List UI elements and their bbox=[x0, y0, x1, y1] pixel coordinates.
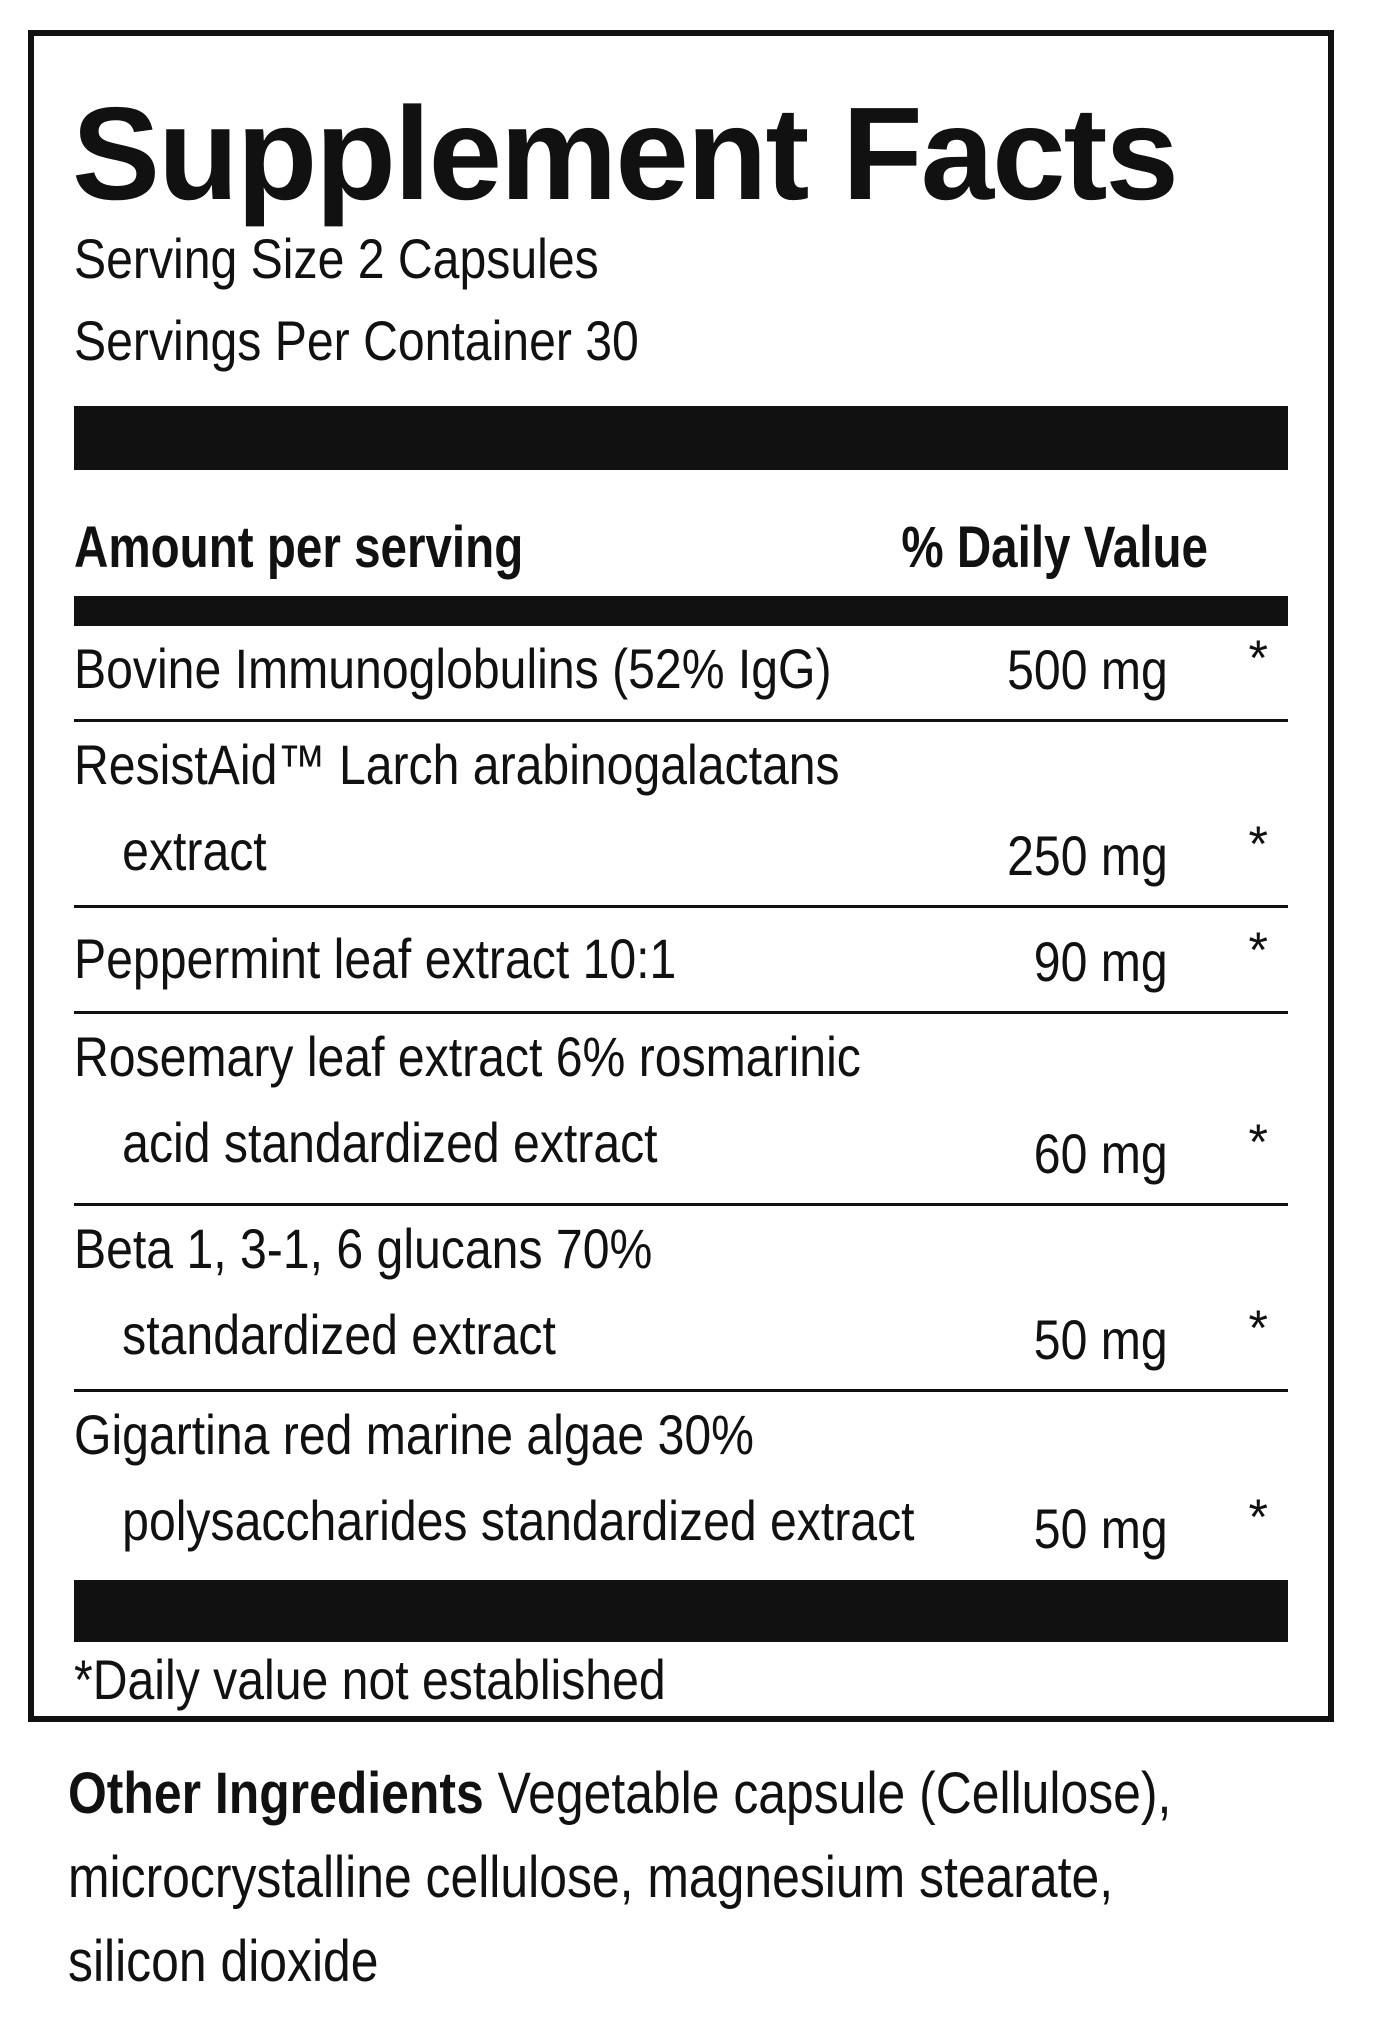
ingredient-name-line1: Peppermint leaf extract 10:1 bbox=[74, 927, 677, 990]
daily-value-footnote: *Daily value not established bbox=[74, 1648, 666, 1711]
other-ingredients bbox=[68, 1752, 1272, 2004]
other-ingredients-line1: Vegetable capsule (Cellulose), bbox=[497, 1761, 1172, 1826]
ingredient-name bbox=[74, 722, 840, 894]
ingredient-amount: 50 mg bbox=[1034, 1497, 1168, 1560]
ingredient-name bbox=[74, 1206, 652, 1378]
column-header-row bbox=[74, 508, 1288, 588]
thick-divider-bottom bbox=[74, 1580, 1288, 1642]
ingredient-name bbox=[74, 1014, 861, 1186]
ingredient-name-line1: Bovine Immunoglobulins (52% IgG) bbox=[74, 637, 832, 700]
daily-value-header: % Daily Value bbox=[901, 515, 1208, 580]
serving-size: Serving Size 2 Capsules bbox=[74, 227, 599, 290]
daily-value-marker: * bbox=[1248, 922, 1268, 978]
ingredient-name-line2: polysaccharides standardized extract bbox=[122, 1489, 915, 1552]
ingredient-row bbox=[74, 1014, 1288, 1206]
ingredient-row bbox=[74, 722, 1288, 908]
ingredient-row bbox=[74, 1206, 1288, 1392]
ingredient-amount: 90 mg bbox=[1034, 930, 1168, 993]
daily-value-marker: * bbox=[1248, 816, 1268, 872]
ingredient-name-line1: ResistAid™ Larch arabinogalactans bbox=[74, 733, 840, 796]
daily-value-marker: * bbox=[1248, 1300, 1268, 1356]
ingredient-amount: 500 mg bbox=[1007, 638, 1168, 701]
ingredient-name-line1: Gigartina red marine algae 30% bbox=[74, 1403, 754, 1466]
daily-value-marker: * bbox=[1248, 630, 1268, 686]
other-ingredients-line2: microcrystalline cellulose, magnesium stearate, bbox=[68, 1845, 1114, 1910]
panel-title: Supplement Facts bbox=[72, 80, 1177, 227]
ingredient-amount: 50 mg bbox=[1034, 1308, 1168, 1371]
ingredient-name bbox=[74, 1392, 915, 1564]
ingredient-amount: 60 mg bbox=[1034, 1122, 1168, 1185]
medium-divider bbox=[74, 596, 1288, 626]
daily-value-marker: * bbox=[1248, 1114, 1268, 1170]
thick-divider-top bbox=[74, 406, 1288, 470]
ingredient-name-line2: extract bbox=[122, 819, 267, 882]
other-ingredients-label: Other Ingredients bbox=[68, 1761, 484, 1826]
ingredient-amount: 250 mg bbox=[1007, 824, 1168, 887]
ingredient-name bbox=[74, 916, 676, 1002]
ingredient-name bbox=[74, 626, 832, 712]
ingredient-name-line2: acid standardized extract bbox=[122, 1111, 658, 1174]
ingredient-row bbox=[74, 908, 1288, 1014]
supplement-facts-panel bbox=[28, 30, 1334, 1722]
ingredient-row bbox=[74, 1392, 1288, 1578]
ingredient-name-line1: Rosemary leaf extract 6% rosmarinic bbox=[74, 1025, 861, 1088]
servings-per-container: Servings Per Container 30 bbox=[74, 309, 639, 372]
amount-per-serving-header: Amount per serving bbox=[74, 515, 524, 580]
ingredient-name-line2: standardized extract bbox=[122, 1303, 556, 1366]
ingredient-name-line1: Beta 1, 3-1, 6 glucans 70% bbox=[74, 1217, 653, 1280]
daily-value-marker: * bbox=[1248, 1489, 1268, 1545]
other-ingredients-line3: silicon dioxide bbox=[68, 1929, 379, 1994]
ingredient-row bbox=[74, 626, 1288, 722]
